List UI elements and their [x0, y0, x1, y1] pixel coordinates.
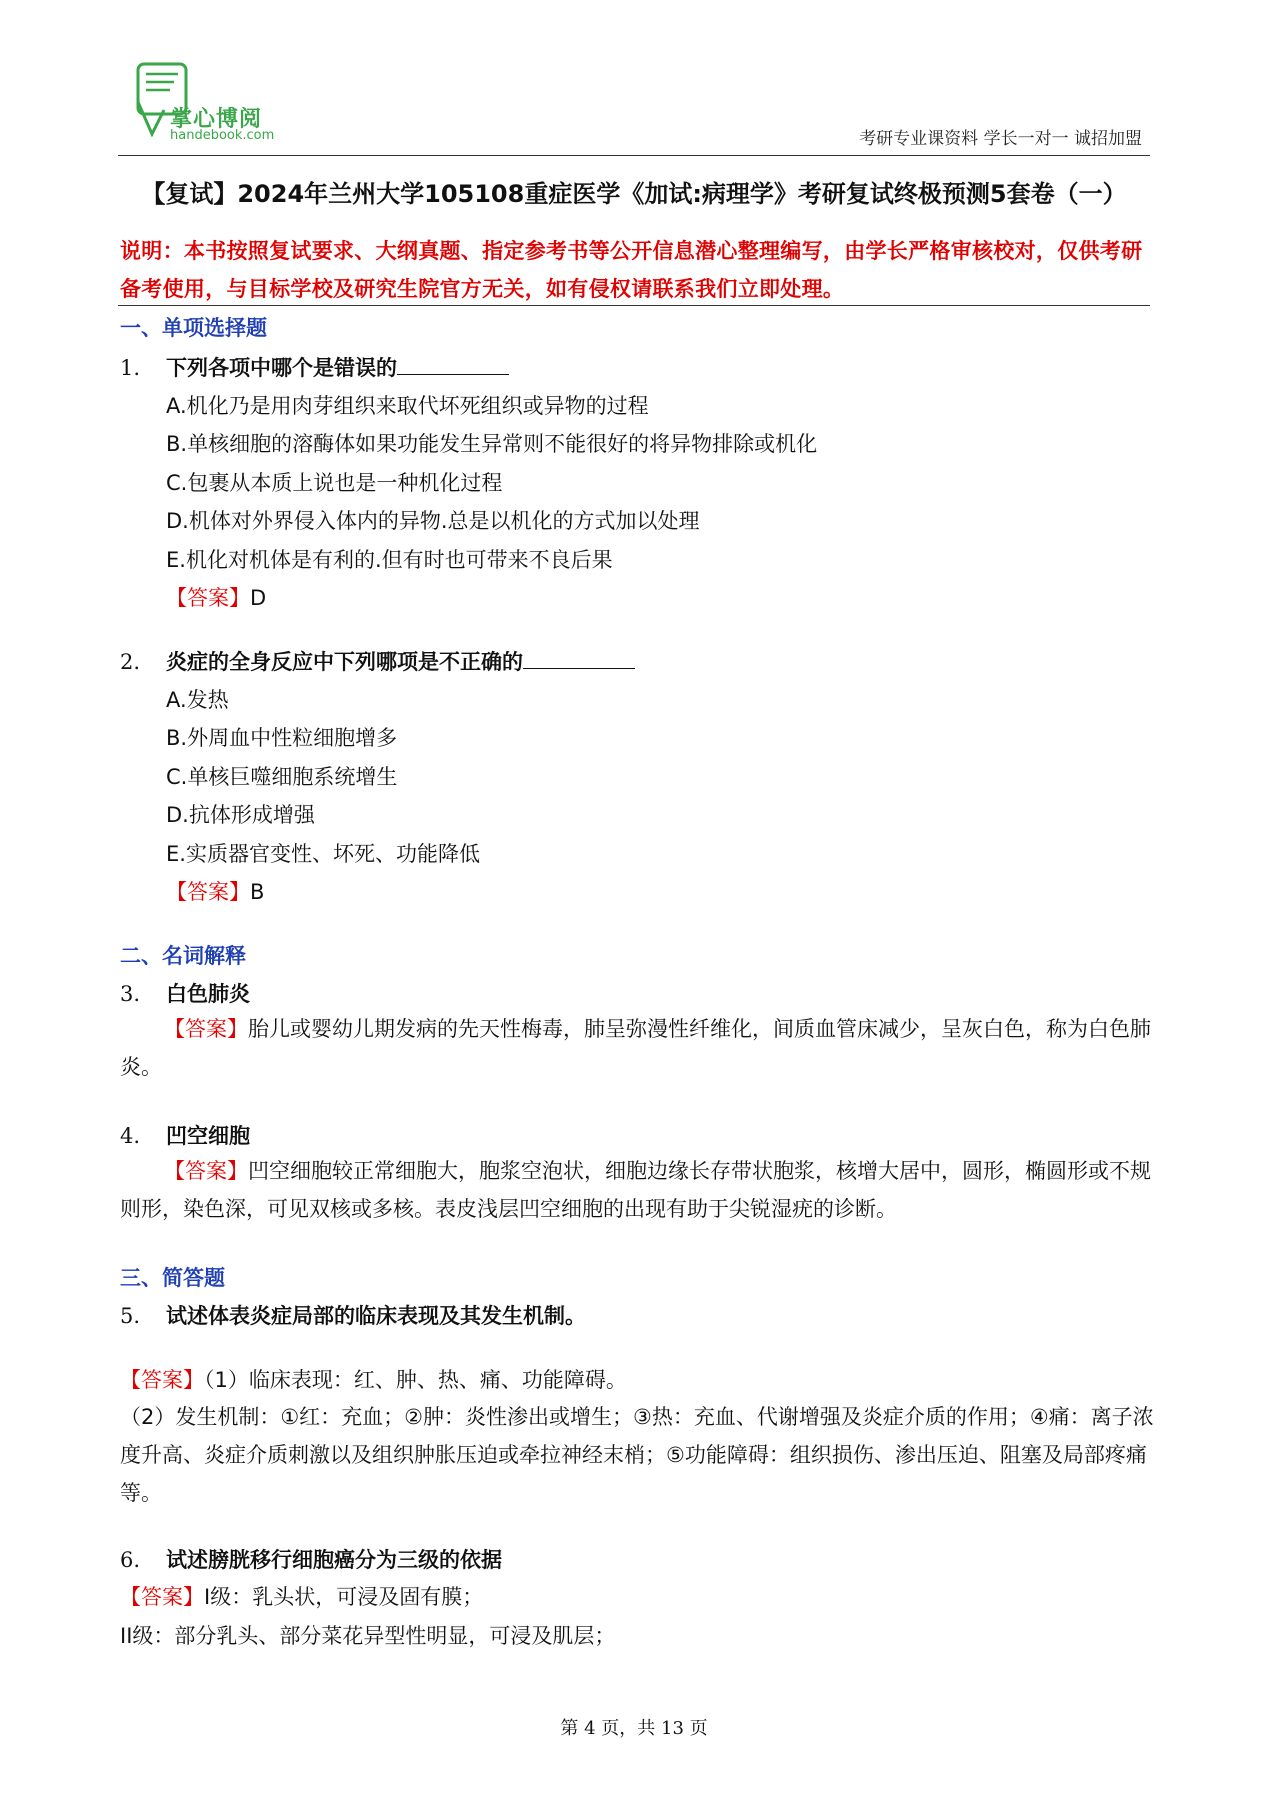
question-stem	[120, 1544, 502, 1574]
option-c: C.包裹从本质上说也是一种机化过程	[166, 471, 503, 495]
page-number: 第 4 页，共 13 页	[560, 1718, 708, 1739]
option-b: B.外周血中性粒细胞增多	[166, 726, 398, 750]
option-d: D.机体对外界侵入体内的异物.总是以机化的方式加以处理	[166, 509, 700, 533]
answer-line	[120, 1581, 483, 1611]
header-divider	[118, 155, 1150, 156]
question-number: 4.	[120, 1124, 141, 1148]
answer-tag: 【答案】	[164, 1159, 248, 1183]
answer-blank	[397, 356, 509, 375]
answer-value: D	[250, 586, 267, 610]
disclaimer-notice: 说明：本书按照复试要求、大纲真题、指定参考书等公开信息潜心整理编写，由学长严格审核校对，仅供考研备考使用，与目标学校及研究生院官方无关，如有侵权请联系我们立即处理。	[120, 239, 1143, 301]
option-d: D.抗体形成增强	[166, 803, 315, 827]
answer-paragraph: （2）发生机制：①红：充血；②肿：炎性渗出或增生；③热：充血、代谢增强及炎症介质的作用；④痛：离子浓度升高、炎症介质刺激以及组织肿胀压迫或牵拉神经末梢；⑤功能障碍：组织损伤、渗出压迫、阻塞及局部疼痛等。	[120, 1405, 1154, 1505]
answer-tag: 【答案】	[164, 1017, 248, 1041]
answer-paragraph	[120, 1152, 1160, 1228]
answer	[166, 876, 264, 906]
section-heading: 三、简答题	[120, 1266, 225, 1290]
option-e: E.实质器官变性、坏死、功能降低	[166, 842, 480, 866]
answer-line	[120, 1364, 627, 1394]
answer-text: I级：乳头状，可浸及固有膜；	[204, 1585, 484, 1609]
answer-text: 凹空细胞较正常细胞大，胞浆空泡状，细胞边缘长存带状胞浆，核增大居中，圆形，椭圆形或不规则形，染色深，可见双核或多核。表皮浅层凹空细胞的出现有助于尖锐湿疣的诊断。	[120, 1159, 1151, 1221]
answer-tag: 【答案】	[166, 586, 250, 610]
question-text: 白色肺炎	[166, 982, 250, 1006]
option-b: B.单核细胞的溶酶体如果功能发生异常则不能很好的将异物排除或机化	[166, 432, 818, 456]
logo	[134, 62, 274, 146]
question-number: 1.	[120, 356, 141, 380]
answer-tag: 【答案】	[120, 1585, 204, 1609]
question-text: 凹空细胞	[166, 1124, 250, 1148]
section-heading: 一、单项选择题	[120, 316, 267, 340]
notice-divider	[118, 305, 1150, 306]
question-number: 5.	[120, 1304, 141, 1328]
answer-line: II级：部分乳头、部分菜花异型性明显，可浸及肌层；	[120, 1624, 616, 1648]
question-stem	[120, 1300, 586, 1330]
answer-text: 胎儿或婴幼儿期发病的先天性梅毒，肺呈弥漫性纤维化，间质血管床减少，呈灰白色，称为白色肺炎。	[120, 1017, 1151, 1079]
answer	[166, 582, 266, 612]
question-number: 2.	[120, 650, 141, 674]
document-title: 【复试】2024年兰州大学105108重症医学《加试:病理学》考研复试终极预测5套卷（一）	[141, 180, 1127, 208]
question-stem	[120, 978, 250, 1008]
option-a: A.机化乃是用肉芽组织来取代坏死组织或异物的过程	[166, 394, 649, 418]
question-number: 6.	[120, 1548, 141, 1572]
answer-tag: 【答案】	[120, 1368, 204, 1392]
question-stem	[120, 352, 509, 382]
answer-blank	[523, 650, 635, 669]
answer-text: （1）临床表现：红、肿、热、痛、功能障碍。	[204, 1368, 627, 1392]
question-text: 试述体表炎症局部的临床表现及其发生机制。	[166, 1304, 586, 1328]
logo-chinese-name: 掌心博阅	[170, 107, 263, 132]
option-e: E.机化对机体是有利的.但有时也可带来不良后果	[166, 548, 613, 572]
question-stem	[120, 1120, 250, 1150]
answer-tag: 【答案】	[166, 880, 250, 904]
question-text: 下列各项中哪个是错误的	[166, 356, 397, 380]
question-stem	[120, 646, 635, 676]
option-a: A.发热	[166, 688, 229, 712]
question-number: 3.	[120, 982, 141, 1006]
question-text: 炎症的全身反应中下列哪项是不正确的	[166, 650, 523, 674]
option-c: C.单核巨噬细胞系统增生	[166, 765, 398, 789]
header-tagline: 考研专业课资料 学长一对一 诚招加盟	[859, 129, 1142, 149]
question-text: 试述膀胱移行细胞癌分为三级的依据	[166, 1548, 502, 1572]
answer-value: B	[250, 880, 265, 904]
logo-domain: handebook.com	[170, 128, 275, 143]
section-heading: 二、名词解释	[120, 944, 246, 968]
answer-paragraph	[120, 1010, 1160, 1086]
